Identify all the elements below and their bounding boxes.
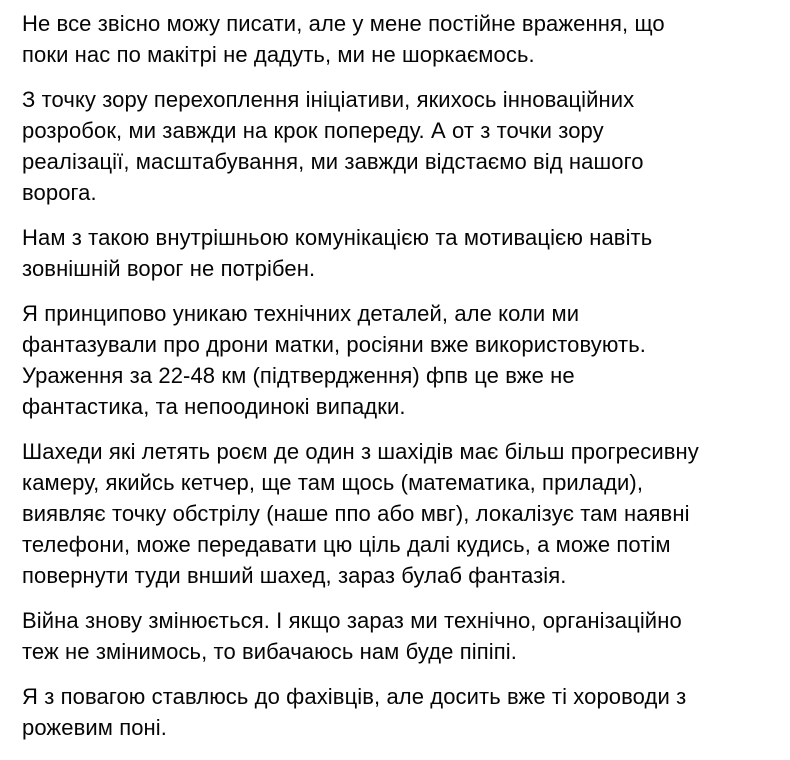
- paragraph-line: ворога.: [22, 180, 97, 205]
- paragraph-line: теж не змінимось, то вибачаюсь нам буде піпіпі.: [22, 639, 517, 664]
- post-paragraph: [22, 298, 770, 422]
- paragraph-line: поки нас по макітрі не дадуть, ми не шоркаємось.: [22, 42, 535, 67]
- paragraph-line: реалізації, масштабування, ми завжди відстаємо від нашого: [22, 149, 644, 174]
- post-paragraph: [22, 84, 770, 208]
- paragraph-line: фантастика, та непоодинокі випадки.: [22, 394, 406, 419]
- post-paragraph: [22, 436, 770, 591]
- paragraph-line: Я з повагою ставлюсь до фахівців, але досить вже ті хороводи з: [22, 684, 687, 709]
- paragraph-line: Шахеди які летять роєм де один з шахідів має більш прогресивну: [22, 439, 699, 464]
- post-paragraph: [22, 8, 770, 70]
- paragraph-line: повернути туди внший шахед, зараз булаб фантазія.: [22, 563, 567, 588]
- paragraph-line: Не все звісно можу писати, але у мене постійне враження, що: [22, 11, 665, 36]
- paragraph-line: рожевим поні.: [22, 715, 167, 740]
- paragraph-line: виявляє точку обстрілу (наше ппо або мвг), локалізує там наявні: [22, 501, 690, 526]
- post-paragraph: [22, 681, 770, 743]
- paragraph-line: Нам з такою внутрішньою комунікацією та мотивацією навіть: [22, 225, 653, 250]
- paragraph-line: розробок, ми завжди на крок попереду. А от з точки зору: [22, 118, 604, 143]
- paragraph-line: Ураження за 22-48 км (підтвердження) фпв це вже не: [22, 363, 575, 388]
- paragraph-line: Війна знову змінюється. І якщо зараз ми технічно, організаційно: [22, 608, 682, 633]
- paragraph-line: зовнішній ворог не потрібен.: [22, 256, 316, 281]
- post-paragraph: [22, 222, 770, 284]
- paragraph-line: Я принципово уникаю технічних деталей, але коли ми: [22, 301, 580, 326]
- paragraph-line: З точку зору перехоплення ініціативи, якихось інноваційних: [22, 87, 635, 112]
- paragraph-line: камеру, якийсь кетчер, ще там щось (математика, прилади),: [22, 470, 644, 495]
- paragraph-line: телефони, може передавати цю ціль далі кудись, а може потім: [22, 532, 671, 557]
- post-paragraph: [22, 605, 770, 667]
- paragraph-line: фантазували про дрони матки, росіяни вже використовують.: [22, 332, 646, 357]
